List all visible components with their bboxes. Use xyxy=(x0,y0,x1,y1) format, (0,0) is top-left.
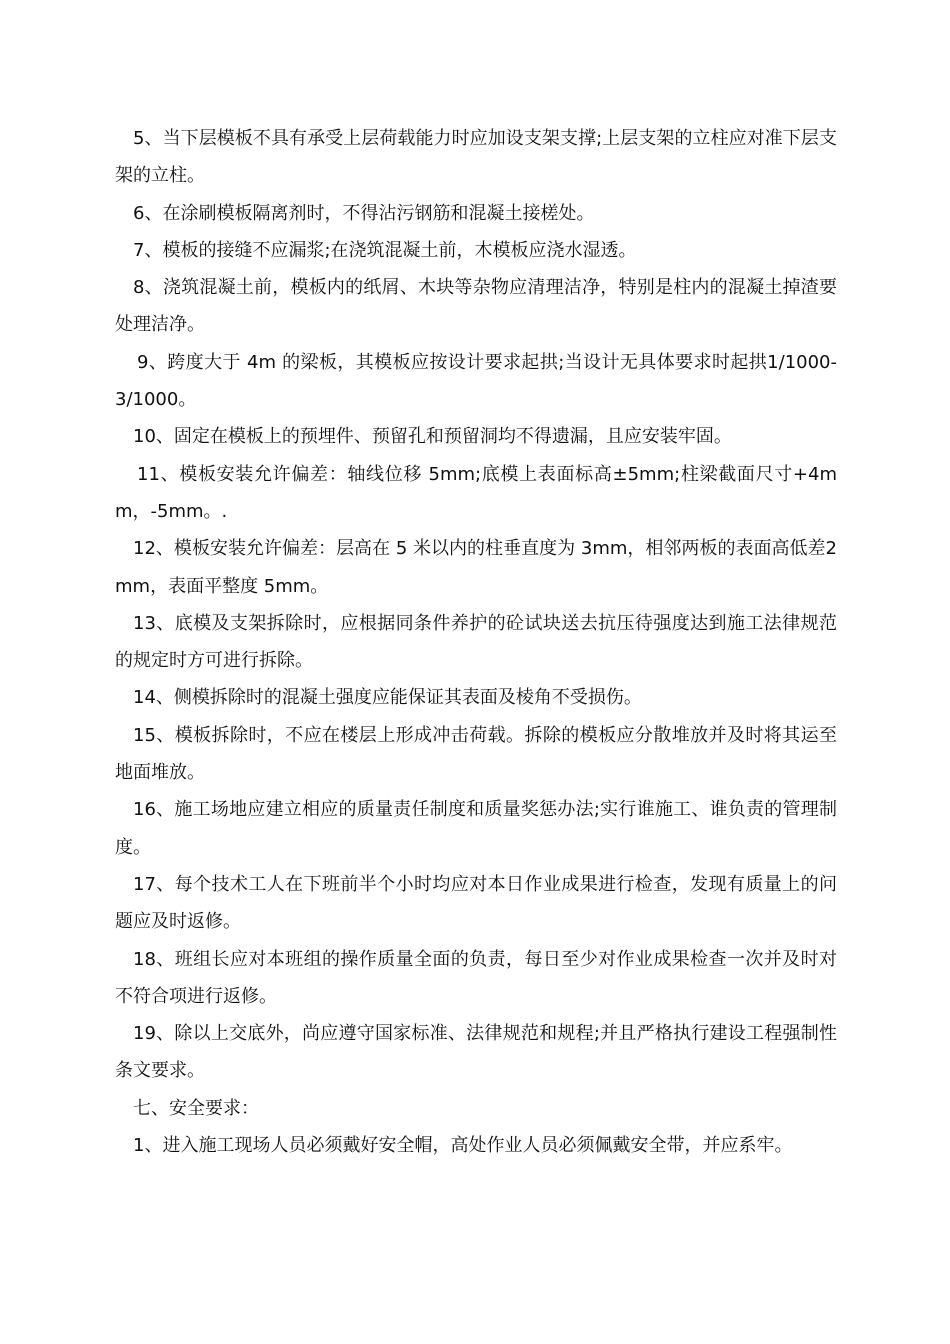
document-body xyxy=(115,120,837,1164)
paragraph-item-10: 10、固定在模板上的预埋件、预留孔和预留洞均不得遗漏，且应安装牢固。 xyxy=(133,426,732,448)
section-heading-safety: 七、安全要求： xyxy=(133,1097,259,1119)
paragraph-item-16: 16、施工场地应建立相应的质量责任制度和质量奖惩办法;实行谁施工、谁负责的管理制度。 xyxy=(115,799,837,858)
paragraph-item-14: 14、侧模拆除时的混凝土强度应能保证其表面及棱角不受损伤。 xyxy=(133,687,642,709)
paragraph-item-18: 18、班组长应对本班组的操作质量全面的负责，每日至少对作业成果检查一次并及时对不符合项进行返修。 xyxy=(115,948,837,1007)
paragraph-safety-1: 1、进入施工现场人员必须戴好安全帽，高处作业人员必须佩戴安全带，并应系牢。 xyxy=(133,1135,793,1157)
paragraph-item-13: 13、底模及支架拆除时，应根据同条件养护的砼试块送去抗压待强度达到施工法律规范的规定时方可进行拆除。 xyxy=(115,612,837,672)
paragraph-item-9: 9、跨度大于 4m 的梁板，其模板应按设计要求起拱;当设计无具体要求时起拱1/1000-3/1000。 xyxy=(115,351,837,411)
paragraph-item-17: 17、每个技术工人在下班前半个小时均应对本日作业成果进行检查，发现有质量上的问题应及时返修。 xyxy=(115,873,837,933)
paragraph-item-8: 8、浇筑混凝土前，模板内的纸屑、木块等杂物应清理洁净，特别是柱内的混凝土掉渣要处理洁净。 xyxy=(115,277,837,336)
paragraph-item-7: 7、模板的接缝不应漏浆;在浇筑混凝土前，木模板应浇水湿透。 xyxy=(133,239,637,261)
paragraph-item-19: 19、除以上交底外，尚应遵守国家标准、法律规范和规程;并且严格执行建设工程强制性条文要求。 xyxy=(115,1023,837,1082)
paragraph-item-5: 5、当下层模板不具有承受上层荷载能力时应加设支架支撑;上层支架的立柱应对准下层支架的立柱。 xyxy=(115,128,837,187)
paragraph-item-12: 12、模板安装允许偏差：层高在 5 米以内的柱垂直度为 3mm，相邻两板的表面高低差2mm，表面平整度 5mm。 xyxy=(115,538,837,597)
paragraph-item-15: 15、模板拆除时，不应在楼层上形成冲击荷载。拆除的模板应分散堆放并及时将其运至地面堆放。 xyxy=(115,724,837,784)
paragraph-item-6: 6、在涂刷模板隔离剂时，不得沾污钢筋和混凝土接槎处。 xyxy=(133,202,595,224)
paragraph-item-11: 11、模板安装允许偏差：轴线位移 5mm;底模上表面标高±5mm;柱梁截面尺寸+4mm，-5mm。. xyxy=(115,463,837,522)
